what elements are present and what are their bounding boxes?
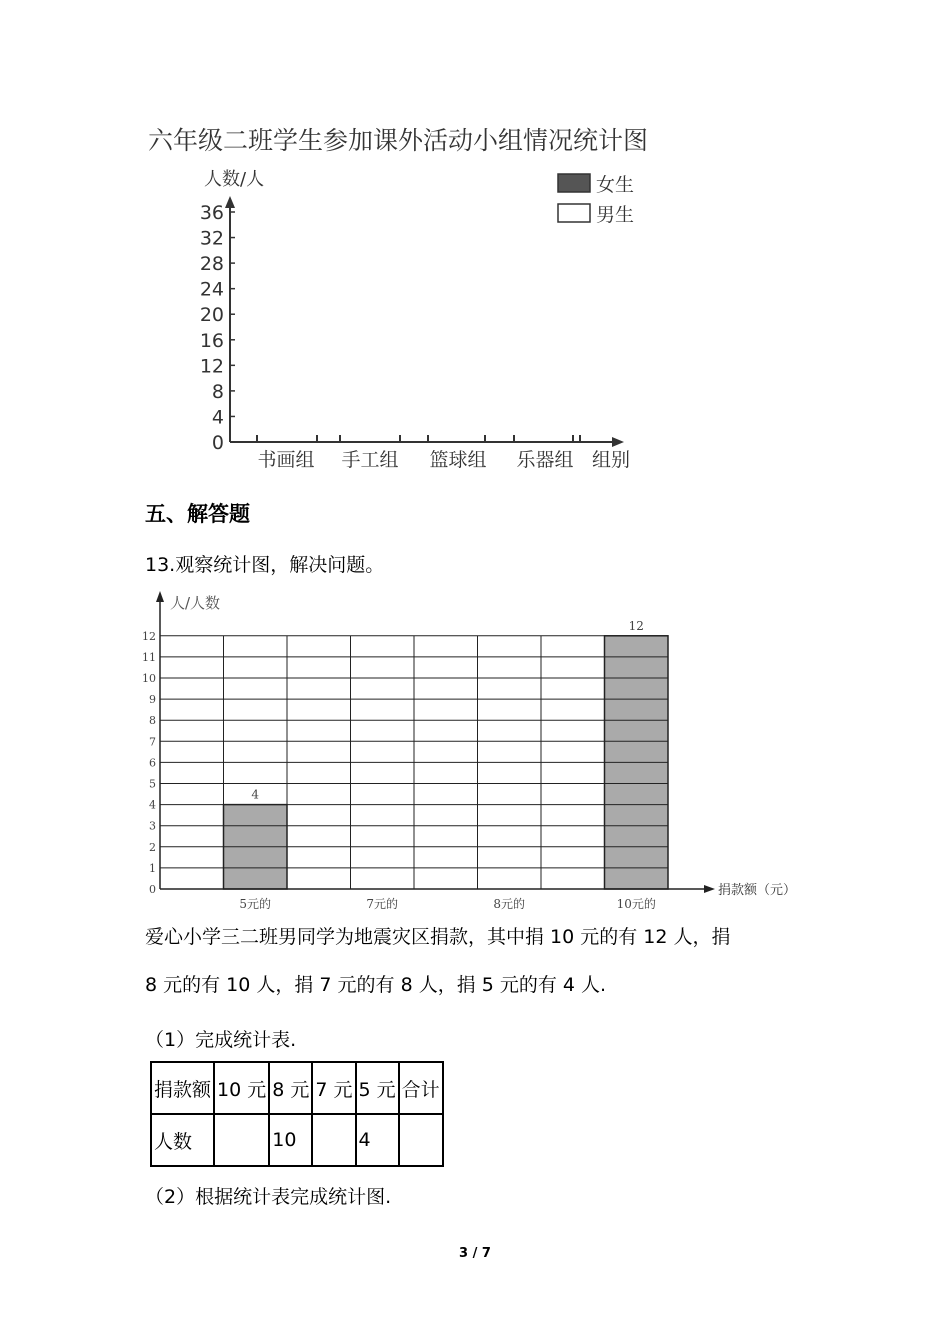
chart2-data-label: 12 (628, 618, 644, 633)
table-cell: 捐款额 (151, 1062, 214, 1114)
chart1-y-tick-label: 32 (199, 227, 224, 250)
subquestion-1: （1）完成统计表. (145, 1029, 297, 1051)
chart2-y-tick-label: 5 (149, 777, 156, 791)
chart2-y-tick-label: 8 (149, 714, 156, 728)
donation-chart (140, 588, 805, 918)
chart2-y-tick-label: 1 (149, 861, 156, 875)
table-cell: 人数 (151, 1114, 214, 1166)
table-cell: 4 (356, 1114, 399, 1166)
chart2-y-axis-arrow (156, 591, 164, 602)
table-cell: 合计 (399, 1062, 443, 1114)
chart2-data-label: 4 (251, 787, 260, 802)
chart1-y-tick-label: 0 (211, 432, 224, 454)
table-cell: 7 元 (312, 1062, 355, 1114)
table-header-row (151, 1062, 443, 1114)
problem-text-line-1: 爱心小学三二班男同学为地震灾区捐款，其中捐 10 元的有 12 人，捐 (145, 926, 731, 948)
activity-group-chart (140, 115, 660, 480)
chart1-y-tick-label: 20 (199, 304, 224, 327)
problem-text-line-2: 8 元的有 10 人，捐 7 元的有 8 人，捐 5 元的有 4 人. (145, 974, 607, 996)
chart1-x-axis-arrow (612, 437, 624, 447)
chart2-x-axis-label: 捐款额（元） (718, 883, 797, 898)
statistics-table (150, 1061, 444, 1167)
chart1-y-tick-label: 28 (199, 253, 224, 276)
chart1-y-axis-label: 人数/人 (204, 169, 265, 190)
chart2-category-label: 10元的 (616, 897, 656, 911)
chart2-y-tick-label: 12 (142, 629, 156, 643)
chart1-category-label: 篮球组 (429, 449, 487, 471)
chart2-category-label: 7元的 (366, 897, 399, 911)
chart1-y-tick-label: 4 (211, 406, 224, 429)
chart2-x-axis-arrow (704, 885, 715, 893)
chart1-y-axis-arrow (225, 196, 235, 208)
table-cell[interactable] (399, 1114, 443, 1166)
table-cell[interactable] (312, 1114, 355, 1166)
page-number: 3 / 7 (459, 1246, 491, 1261)
legend-male-swatch (558, 204, 590, 222)
chart2-y-tick-label: 4 (149, 798, 156, 812)
table-cell: 5 元 (356, 1062, 399, 1114)
chart2-y-tick-label: 0 (149, 883, 156, 896)
chart1-category-label: 手工组 (341, 449, 399, 471)
chart1-y-tick-label: 16 (199, 329, 224, 352)
legend-male-label: 男生 (596, 204, 635, 226)
chart1-title: 六年级二班学生参加课外活动小组情况统计图 (148, 126, 649, 155)
chart1-y-tick-label: 8 (211, 380, 224, 403)
table-cell[interactable] (214, 1114, 269, 1166)
chart2-y-axis-label: 人/人数 (170, 594, 221, 612)
table-row (151, 1114, 443, 1166)
chart1-y-tick-label: 12 (199, 355, 224, 378)
chart2-y-tick-label: 3 (149, 819, 156, 833)
chart1-y-tick-label: 24 (199, 278, 224, 301)
chart2-category-label: 8元的 (493, 897, 526, 911)
chart2-y-tick-label: 6 (149, 756, 156, 770)
legend-female-swatch (558, 174, 590, 192)
chart1-y-tick-label: 36 (199, 202, 224, 224)
chart2-y-tick-label: 10 (142, 672, 156, 685)
section-title: 五、解答题 (145, 502, 250, 526)
table-cell: 10 元 (214, 1062, 269, 1114)
chart2-y-tick-label: 2 (149, 840, 156, 854)
chart1-category-label: 乐器组 (516, 449, 574, 471)
question-title: 13.观察统计图，解决问题。 (145, 554, 385, 576)
activity-group-chart-svg (140, 115, 660, 480)
chart1-x-axis-label: 组别 (592, 449, 631, 471)
table-cell: 10 (269, 1114, 312, 1166)
legend-female-label: 女生 (596, 174, 635, 196)
chart2-y-tick-label: 11 (142, 650, 156, 664)
chart2-category-label: 5元的 (239, 897, 272, 911)
donation-chart-svg (140, 588, 805, 918)
table-cell: 8 元 (269, 1062, 312, 1114)
subquestion-2: （2）根据统计表完成统计图. (145, 1186, 392, 1208)
chart1-category-label: 书画组 (257, 449, 315, 471)
chart2-y-tick-label: 7 (149, 735, 156, 749)
chart2-y-tick-label: 9 (149, 693, 156, 707)
